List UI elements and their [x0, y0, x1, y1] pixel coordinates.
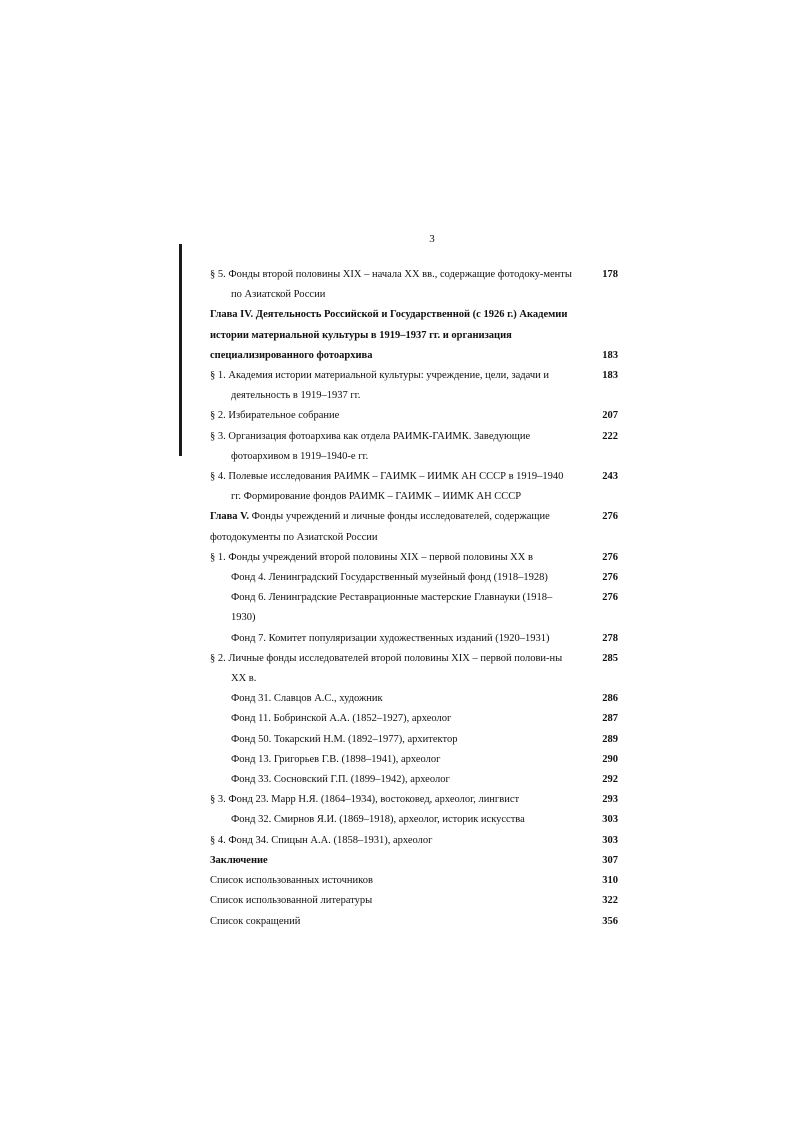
toc-entry-page: 276 — [602, 511, 618, 523]
toc-entry-page: 289 — [602, 733, 618, 745]
toc-entry-text: Фонд 33. Сосновский Г.П. (1899–1942), археолог — [231, 774, 450, 786]
margin-line — [179, 244, 182, 456]
toc-entry-page: 287 — [602, 713, 618, 725]
toc-entry-ch5-sec3[interactable] — [210, 790, 618, 810]
toc-entry-page: 178 — [602, 269, 618, 280]
toc-entry-ch3-sec5[interactable] — [210, 265, 618, 305]
toc-entry-fond-50[interactable] — [210, 730, 618, 750]
toc-entry-conclusion[interactable] — [210, 851, 618, 871]
toc-entry-text: Фонд 13. Григорьев Г.В. (1898–1941), археолог — [231, 753, 441, 765]
toc-entry-ch4-sec1[interactable] — [210, 366, 618, 406]
toc-entry-page: 222 — [602, 430, 618, 442]
toc-entry-text: Список использованной литературы — [210, 895, 373, 907]
toc-entry-page: 286 — [602, 693, 618, 705]
toc-entry-page: 322 — [602, 895, 618, 907]
toc-entry-text: Фонд 50. Токарский Н.М. (1892–1977), архитектор — [231, 733, 458, 745]
toc-entry-text: § 1. Фонды учреждений второй половины XIX – первой половины XX в — [210, 551, 533, 563]
toc-entry-text: § 2. Избирательное собрание — [210, 410, 340, 422]
toc-entry-text: § 1. Академия истории материальной культуры: учреждение, цели, задачи и деятельность в 1919–1937 гг. — [210, 370, 550, 402]
toc-entry-sources[interactable] — [210, 871, 618, 891]
toc-entry-page: 303 — [602, 814, 618, 826]
toc-entry-text: Фонд 31. Славцов А.С., художник — [231, 693, 383, 705]
toc-entry-page: 276 — [602, 572, 618, 584]
toc-entry-page: 310 — [602, 875, 618, 887]
toc-entry-page: 303 — [602, 834, 618, 846]
toc-entry-literature[interactable] — [210, 891, 618, 911]
toc-entry-text: § 5. Фонды второй половины XIX – начала XX вв., содержащие фотодоку-менты по Азиатской России — [210, 269, 572, 301]
toc-entry-text: Список сокращений — [210, 915, 301, 927]
toc-entry-chapter-5[interactable] — [210, 507, 618, 547]
toc-entry-text: Фонд 32. Смирнов Я.И. (1869–1918), археолог, историк искусства — [231, 814, 525, 826]
toc-entry-page: 278 — [602, 632, 618, 644]
toc-entry-page: 183 — [602, 370, 618, 382]
toc-entry-ch5-sec1[interactable] — [210, 548, 618, 568]
toc-entry-text — [210, 507, 590, 547]
toc-entry-fond-4[interactable] — [210, 568, 618, 588]
toc-entry-text: § 4. Фонд 34. Спицын А.А. (1858–1931), археолог — [210, 834, 433, 846]
toc-entry-page: 285 — [602, 652, 618, 664]
toc-entry-fond-32[interactable] — [210, 810, 618, 830]
toc-entry-text: § 3. Организация фотоархива как отдела РАИМК-ГАИМК. Заведующие фотоархивом в 1919–1940-е гг. — [210, 430, 531, 462]
toc-entry-page: 307 — [602, 854, 618, 866]
toc-entry-text: § 4. Полевые исследования РАИМК – ГАИМК – ИИМК АН СССР в 1919–1940 гг. Формирование фондов РАИМК – ГАИМК – ИИМК АН СССР — [210, 471, 564, 503]
toc-entry-ch4-sec4[interactable] — [210, 467, 618, 507]
toc-entry-ch4-sec3[interactable] — [210, 427, 618, 467]
toc-entry-fond-31[interactable] — [210, 689, 618, 709]
toc-entry-page: 243 — [602, 471, 618, 483]
toc-entry-text: Глава IV. Деятельность Российской и Государственной (с 1926 г.) Академии истории материальной культуры в 1919–1937 гг. и организация специализированного фотоархива — [210, 309, 568, 361]
toc-entry-page: 290 — [602, 753, 618, 765]
toc-entry-abbreviations[interactable] — [210, 912, 618, 932]
toc-entry-fond-6[interactable] — [210, 588, 618, 628]
toc-entry-text: Фонд 6. Ленинградские Реставрационные мастерские Главнауки (1918–1930) — [231, 592, 553, 624]
toc-entry-fond-13[interactable] — [210, 750, 618, 770]
toc-entry-page: 207 — [602, 410, 618, 422]
toc-entry-page: 276 — [602, 592, 618, 604]
toc-entry-text: Фонд 11. Бобринской А.А. (1852–1927), археолог — [231, 713, 452, 725]
toc-entry-page: 293 — [602, 794, 618, 806]
chapter-label: Глава V. — [210, 511, 250, 523]
toc-entry-text: § 2. Личные фонды исследователей второй половины XIX – первой полови-ны XX в. — [210, 652, 563, 685]
toc-entry-fond-33[interactable] — [210, 770, 618, 790]
page-number: 3 — [429, 233, 435, 245]
toc-entry-text: Список использованных источников — [210, 875, 373, 887]
toc-entry-page: 356 — [602, 915, 618, 927]
chapter-title: Фонды учреждений и личные фонды исследователей, содержащие фотодокументы по Азиатской России — [210, 511, 550, 543]
toc-entry-fond-11[interactable] — [210, 709, 618, 729]
toc-entry-ch5-sec2[interactable] — [210, 649, 618, 689]
toc-entry-page: 276 — [602, 551, 618, 563]
toc-entry-ch4-sec2[interactable] — [210, 406, 618, 426]
toc-entry-text: Заключение — [210, 854, 268, 866]
toc-entry-ch5-sec4[interactable] — [210, 831, 618, 851]
toc-entry-page: 183 — [602, 349, 618, 361]
toc-entry-fond-7[interactable] — [210, 629, 618, 649]
toc-entry-text: Фонд 7. Комитет популяризации художественных изданий (1920–1931) — [231, 632, 550, 644]
toc-entry-text: § 3. Фонд 23. Марр Н.Я. (1864–1934), востоковед, археолог, лингвист — [210, 794, 520, 806]
toc-entry-chapter-4[interactable] — [210, 305, 618, 366]
toc-entry-page: 292 — [602, 774, 618, 786]
toc-entry-text: Фонд 4. Ленинградский Государственный музейный фонд (1918–1928) — [231, 572, 548, 584]
table-of-contents — [210, 265, 618, 932]
